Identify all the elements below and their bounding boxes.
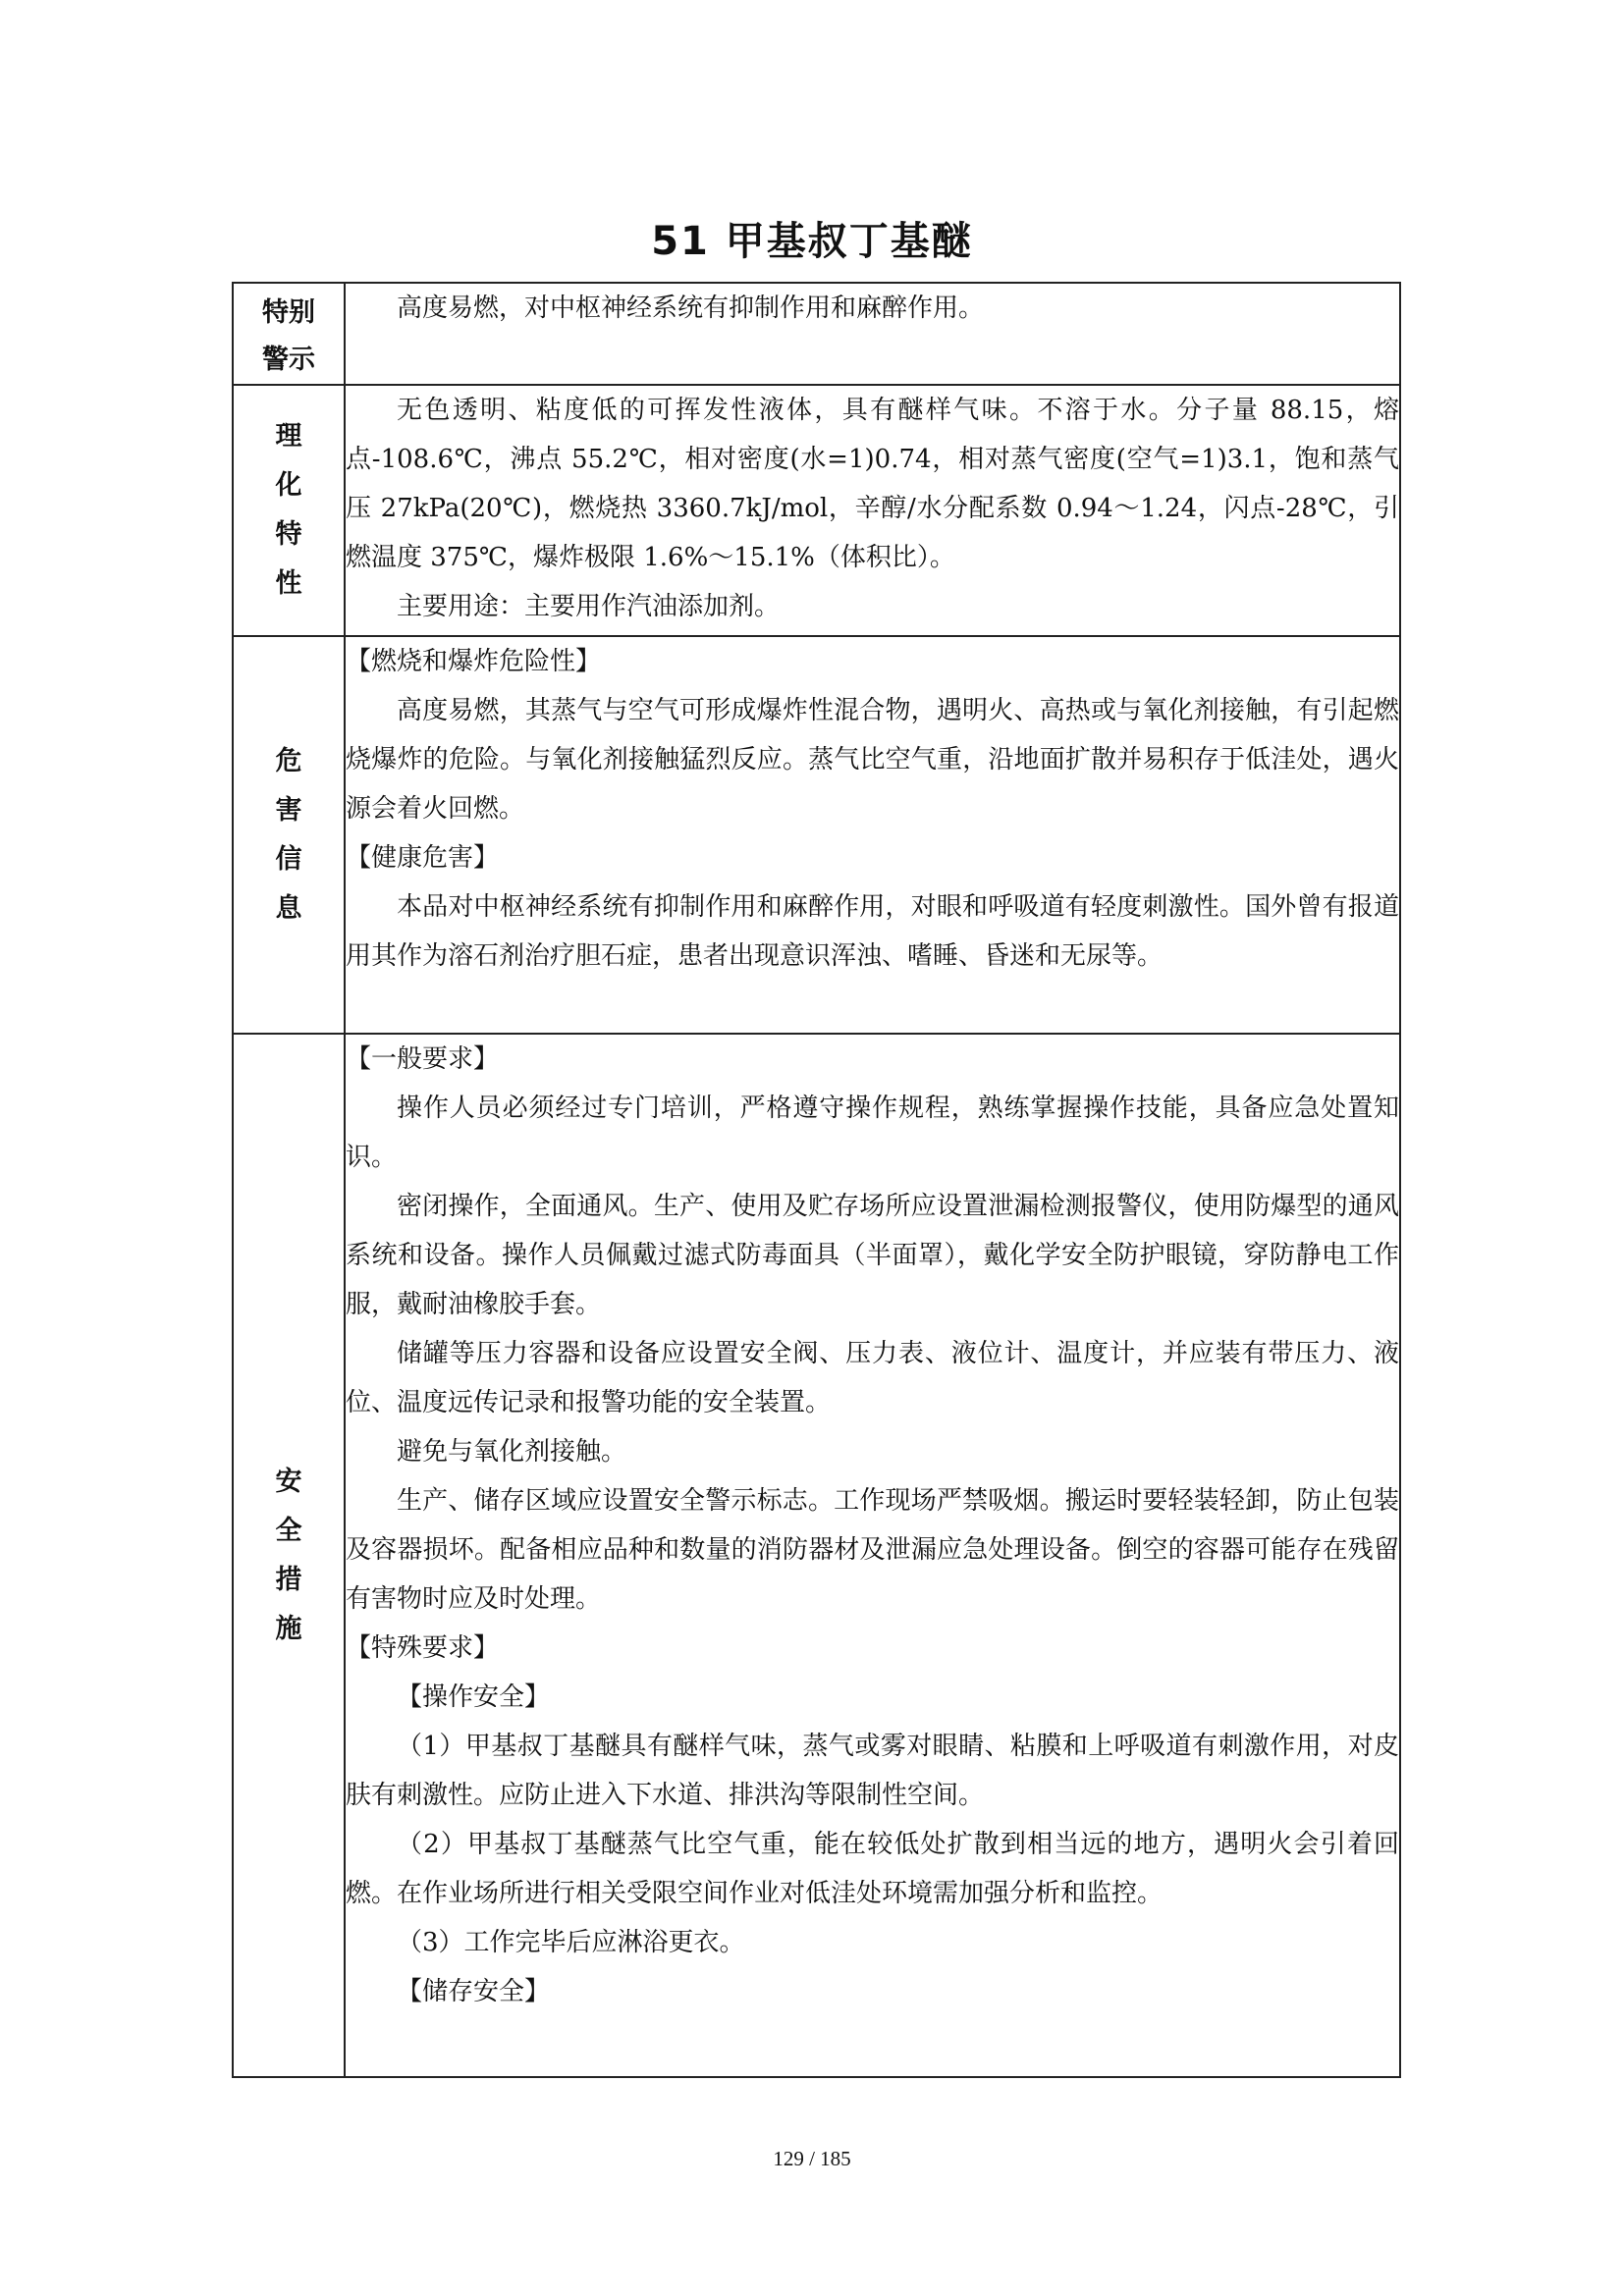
row-label-warning	[233, 283, 345, 385]
properties-usage: 主要用途：主要用作汽油添加剂。	[397, 592, 781, 621]
hazard-content	[345, 636, 1400, 1034]
safety-content	[345, 1034, 1400, 2077]
table-row-safety	[233, 1034, 1400, 2077]
safety-paragraph: 储罐等压力容器和设备应设置安全阀、压力表、液位计、温度计，并应装有带压力、液位、温度远传记录和报警功能的安全装置。	[346, 1339, 1399, 1417]
section-heading: 【一般要求】	[346, 1044, 500, 1074]
label-char: 理	[275, 421, 302, 452]
safety-paragraph: 密闭操作，全面通风。生产、使用及贮存场所应设置泄漏检测报警仪，使用防爆型的通风系统和设备。操作人员佩戴过滤式防毒面具（半面罩），戴化学安全防护眼镜，穿防静电工作服，戴耐油橡胶手套。	[346, 1192, 1399, 1319]
section-heading: 【健康危害】	[346, 843, 500, 873]
page-title: 51 甲基叔丁基醚	[651, 219, 973, 264]
label-char: 化	[275, 470, 302, 501]
row-label-hazard	[233, 636, 345, 1034]
label-char: 害	[275, 794, 302, 826]
safety-paragraph: 避免与氧化剂接触。	[397, 1437, 627, 1467]
hazard-paragraph: 本品对中枢神经系统有抑制作用和麻醉作用，对眼和呼吸道有轻度刺激性。国外曾有报道用其作为溶石剂治疗胆石症，患者出现意识浑浊、嗜睡、昏迷和无尿等。	[346, 892, 1399, 971]
safety-paragraph: （3）工作完毕后应淋浴更衣。	[397, 1928, 745, 1957]
safety-paragraph: 操作人员必须经过专门培训，严格遵守操作规程，熟练掌握操作技能，具备应急处置知识。	[346, 1094, 1399, 1172]
label-char: 特	[275, 519, 302, 550]
msds-table	[232, 282, 1401, 2078]
label-char: 信	[275, 843, 302, 875]
label-char: 措	[275, 1564, 302, 1595]
table-row-hazard	[233, 636, 1400, 1034]
label-char: 性	[275, 568, 302, 599]
section-heading: 【特殊要求】	[346, 1633, 500, 1663]
label-char: 危	[275, 745, 302, 776]
label-char: 施	[275, 1613, 302, 1644]
table-row-properties	[233, 385, 1400, 636]
properties-paragraph: 无色透明、粘度低的可挥发性液体，具有醚样气味。不溶于水。分子量 88.15，熔点-108.6℃，沸点 55.2℃，相对密度(水=1)0.74，相对蒸气密度(空气=1)3.1，饱和蒸气压 27kPa(20℃)，燃烧热 3360.7kJ/mol，辛醇/水分配系数 0.94～1.24，闪点-28℃，引燃温度 375℃，爆炸极限 1.6%～15.1%（体积比）。	[346, 396, 1399, 572]
subsection-heading: 【操作安全】	[397, 1682, 551, 1712]
hazard-paragraph: 高度易燃，其蒸气与空气可形成爆炸性混合物，遇明火、高热或与氧化剂接触，有引起燃烧爆炸的危险。与氧化剂接触猛烈反应。蒸气比空气重，沿地面扩散并易积存于低洼处，遇火源会着火回燃。	[346, 696, 1399, 824]
warning-text: 高度易燃，对中枢神经系统有抑制作用和麻醉作用。	[397, 294, 985, 323]
page-number: 129 / 185	[773, 2147, 851, 2170]
subsection-heading: 【储存安全】	[397, 1977, 551, 2006]
row-label-properties	[233, 385, 345, 636]
label-char: 安	[275, 1466, 302, 1497]
label-line: 特别	[262, 297, 315, 328]
safety-paragraph: （1）甲基叔丁基醚具有醚样气味，蒸气或雾对眼睛、粘膜和上呼吸道有刺激作用，对皮肤有刺激性。应防止进入下水道、排洪沟等限制性空间。	[346, 1732, 1399, 1810]
row-label-safety	[233, 1034, 345, 2077]
label-char: 全	[275, 1515, 302, 1546]
safety-paragraph: （2）甲基叔丁基醚蒸气比空气重，能在较低处扩散到相当远的地方，遇明火会引着回燃。在作业场所进行相关受限空间作业对低洼处环境需加强分析和监控。	[346, 1830, 1399, 1908]
label-line: 警示	[262, 345, 315, 375]
table-row-warning	[233, 283, 1400, 385]
label-char: 息	[275, 892, 302, 924]
safety-paragraph: 生产、储存区域应设置安全警示标志。工作现场严禁吸烟。搬运时要轻装轻卸，防止包装及容器损坏。配备相应品种和数量的消防器材及泄漏应急处理设备。倒空的容器可能存在残留有害物时应及时处理。	[346, 1486, 1399, 1614]
section-heading: 【燃烧和爆炸危险性】	[346, 647, 602, 676]
warning-content	[345, 283, 1400, 385]
properties-content	[345, 385, 1400, 636]
